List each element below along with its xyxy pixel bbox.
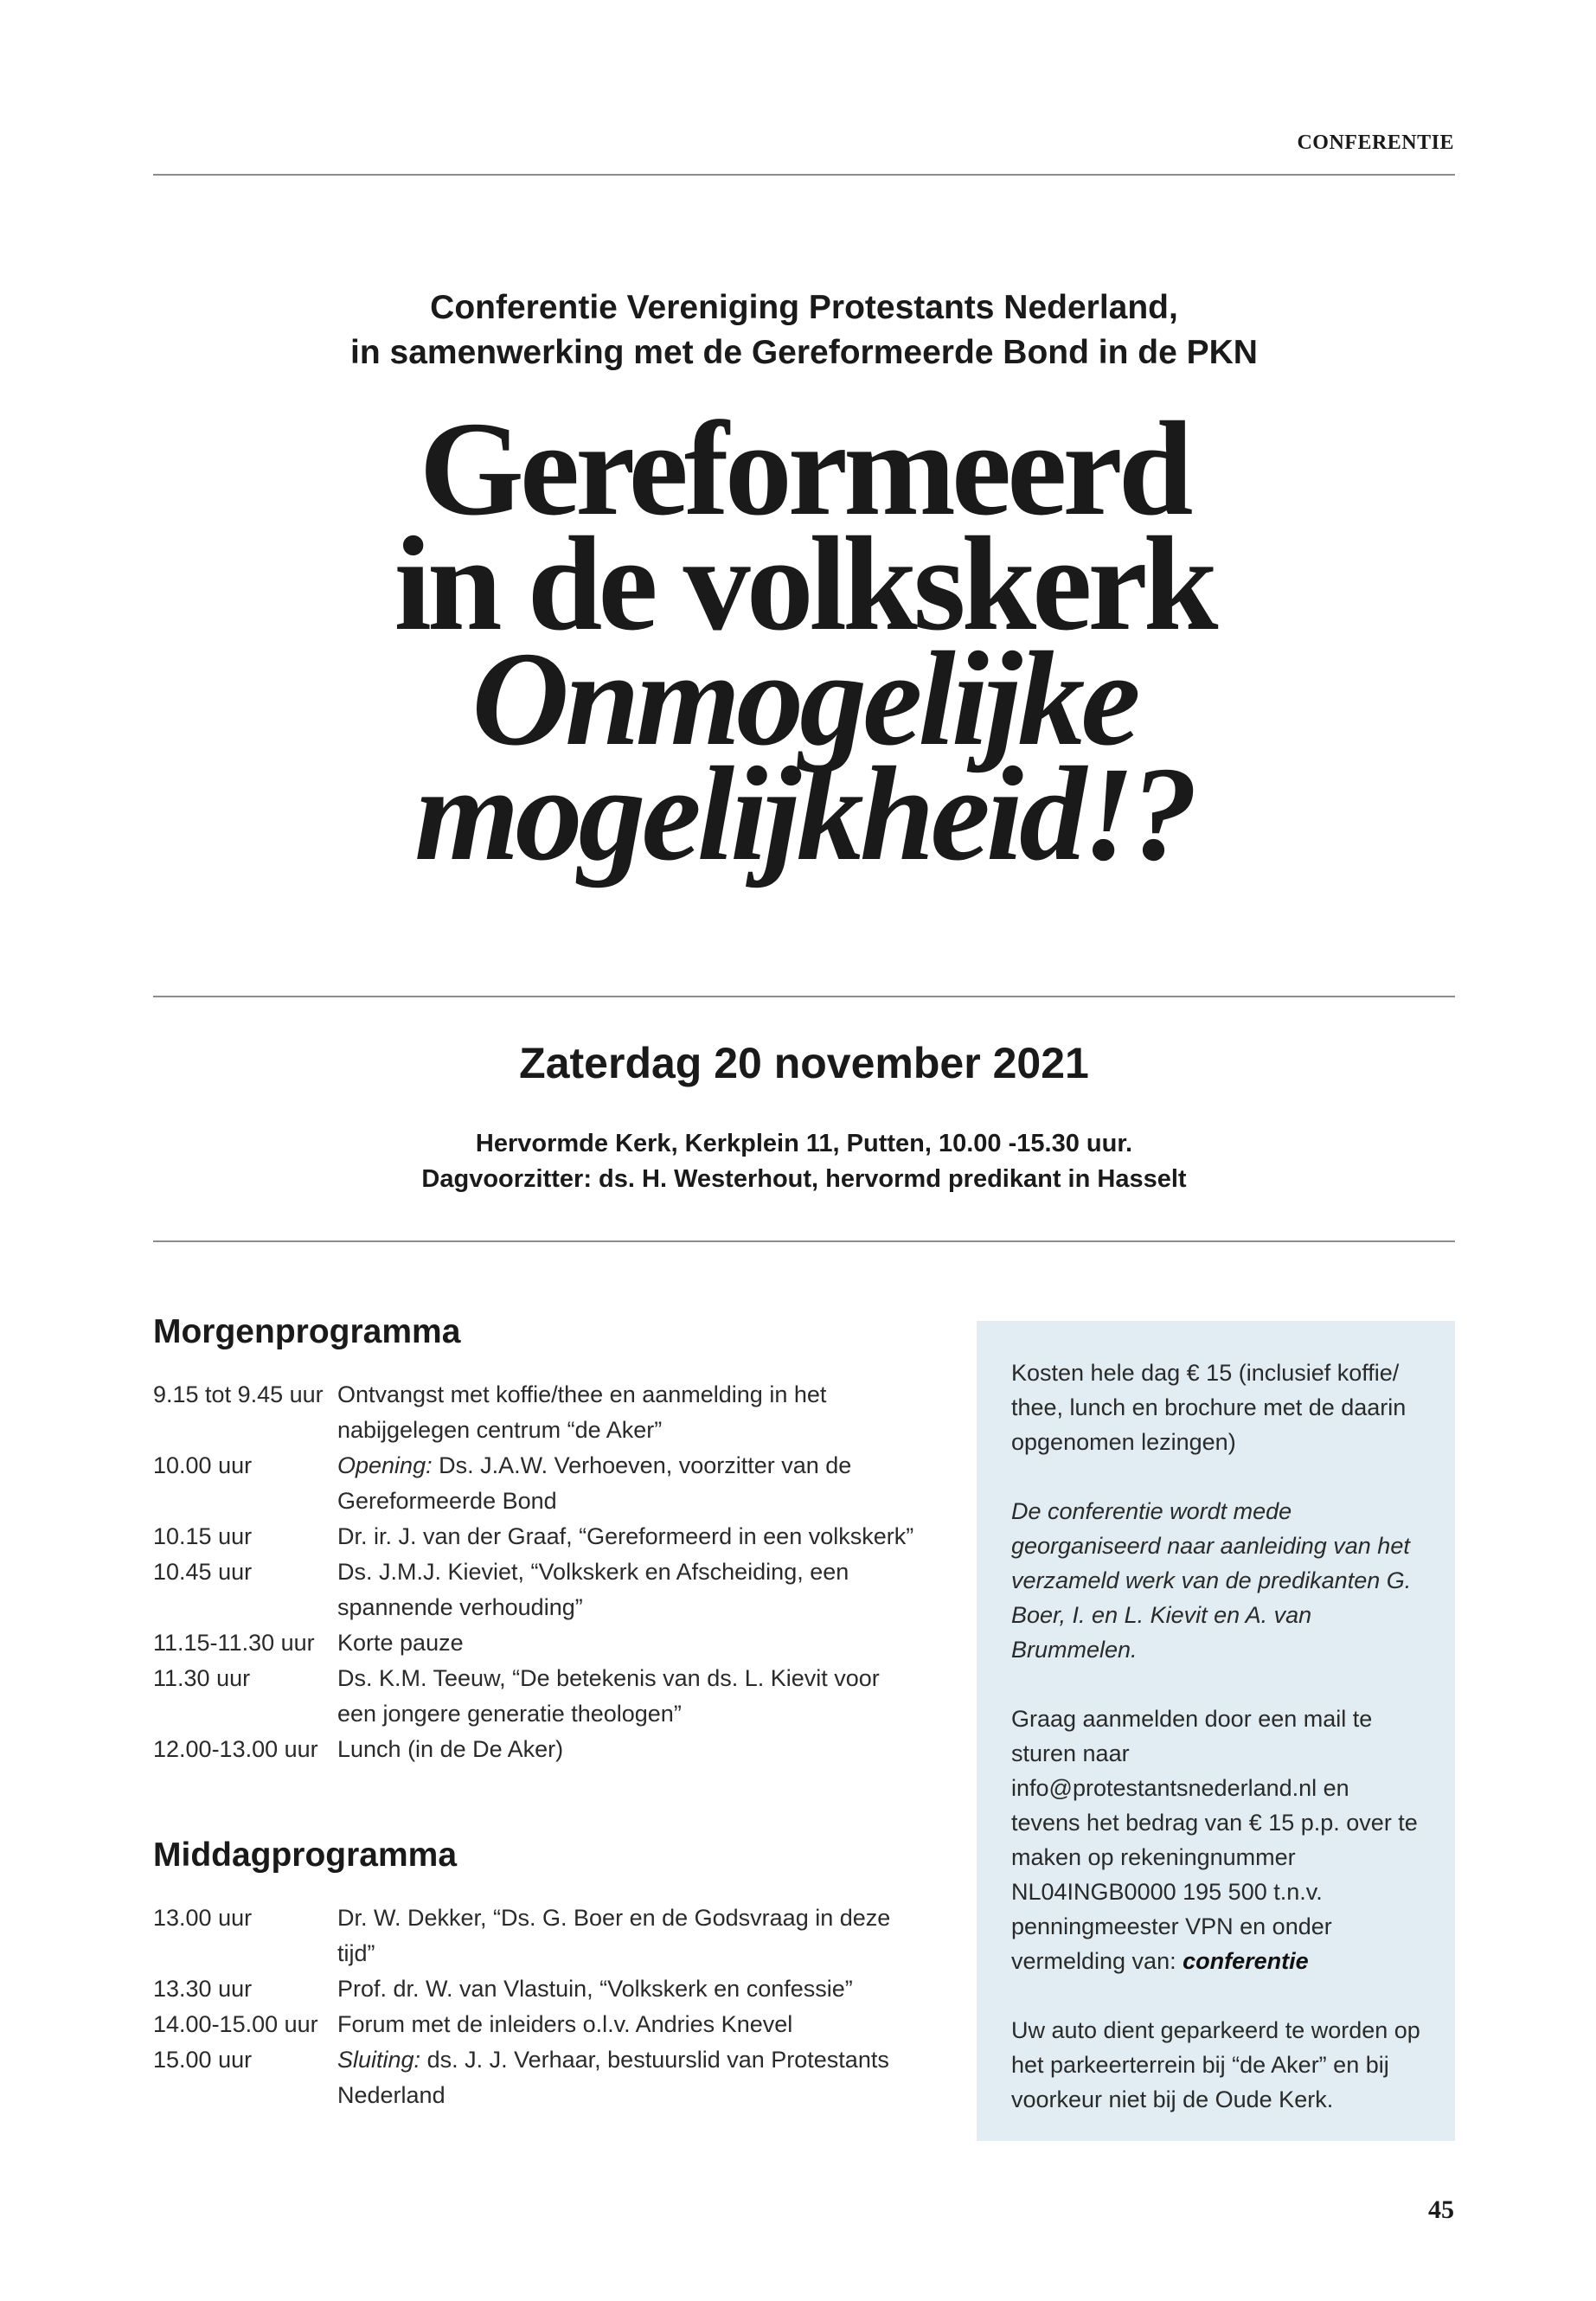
schedule-description: Ds. K.M. Teeuw, “De betekenis van ds. L. Kievit voor een jongere generatie theologen” (337, 1665, 880, 1727)
top-divider (153, 174, 1455, 176)
schedule-description: Opening: Ds. J.A.W. Verhoeven, voorzitter van de Gereformeerde Bond (337, 1452, 852, 1514)
conference-intro (153, 285, 1455, 375)
middle-divider (153, 996, 1455, 997)
schedule-row (153, 1377, 923, 1448)
schedule-time: 11.15-11.30 uur (153, 1630, 315, 1656)
schedule-row (153, 2042, 923, 2113)
schedule-time: 14.00-15.00 uur (153, 2011, 318, 2037)
schedule-time: 12.00-13.00 uur (153, 1736, 318, 1762)
schedule-description: Dr. ir. J. van der Graaf, “Gereformeerd in een volkskerk” (337, 1523, 914, 1549)
schedule-row (153, 1661, 923, 1732)
schedule-time: 11.30 uur (153, 1665, 251, 1691)
schedule-row (153, 2007, 923, 2042)
afternoon-program-title: Middagprogramma (153, 1836, 458, 1874)
schedule-description: Prof. dr. W. van Vlastuin, “Volkskerk en confessie” (337, 1976, 853, 2002)
page-number: 45 (1428, 2195, 1454, 2224)
info-box (977, 1321, 1455, 2141)
schedule-description: Sluiting: ds. J. J. Verhaar, bestuurslid van Protestants Nederland (337, 2047, 889, 2108)
schedule-time: 13.30 uur (153, 1976, 253, 2002)
schedule-description: Forum met de inleiders o.l.v. Andries Knevel (337, 2011, 793, 2037)
organization-note: De conferentie wordt mede georganiseerd naar aanleiding van het verzameld werk van de predikanten G. Boer, I. en L. Kievit en A. van Brummelen. (1011, 1498, 1412, 1663)
schedule-time: 10.00 uur (153, 1452, 253, 1478)
event-date: Zaterdag 20 november 2021 (519, 1039, 1089, 1087)
event-chair: Dagvoorzitter: ds. H. Westerhout, hervormd predikant in Hasselt (421, 1165, 1187, 1193)
event-details (153, 1126, 1455, 1197)
morning-program (153, 1313, 923, 1767)
schedule-row (153, 1448, 923, 1519)
schedule-row (153, 1554, 923, 1625)
schedule-description: Ontvangst met koffie/thee en aanmelding in het nabijgelegen centrum “de Aker” (337, 1381, 827, 1443)
afternoon-schedule (153, 1900, 923, 2113)
schedule-row (153, 1900, 923, 1971)
lower-divider (153, 1240, 1455, 1242)
schedule-time: 9.15 tot 9.45 uur (153, 1381, 324, 1407)
schedule-time: 15.00 uur (153, 2047, 253, 2073)
schedule-description: Dr. W. Dekker, “Ds. G. Boer en de Godsvraag in deze tijd” (337, 1905, 891, 1966)
morning-schedule (153, 1377, 923, 1767)
schedule-row (153, 1625, 923, 1661)
event-venue: Hervormde Kerk, Kerkplein 11, Putten, 10.00 -15.30 uur. (475, 1130, 1133, 1157)
schedule-time: 10.15 uur (153, 1523, 253, 1549)
schedule-description: Korte pauze (337, 1630, 464, 1656)
schedule-time: 13.00 uur (153, 1905, 253, 1931)
registration-keyword: conferentie (1183, 1948, 1309, 1974)
registration-info: Graag aanmelden door een mail te sturen naar info@protestantsnederland.nl en tevens het bedrag van € 15 p.p. over te maken op rekeningnummer NL04INGB0000 195 500 t.n.v. penningmeester VPN en onder vermelding van: conferentie (1011, 1706, 1418, 1974)
schedule-row (153, 1971, 923, 2007)
schedule-row (153, 1519, 923, 1554)
intro-line-1: Conferentie Vereniging Protestants Nederland, (430, 289, 1178, 326)
cost-info: Kosten hele dag € 15 (inclusief koffie/ thee, lunch en brochure met de daarin opgenomen lezingen) (1011, 1360, 1407, 1455)
title-line-1: Gereformeerd (419, 394, 1189, 543)
page-title (153, 394, 1455, 888)
intro-line-2: in samenwerking met de Gereformeerde Bond in de PKN (350, 334, 1258, 371)
parking-info: Uw auto dient geparkeerd te worden op het parkeerterrein bij “de Aker” en bij voorkeur niet bij de Oude Kerk. (1011, 2017, 1420, 2112)
title-line-3: Onmogelijke (471, 624, 1137, 773)
schedule-row (153, 1732, 923, 1767)
section-label: CONFERENTIE (1297, 131, 1454, 154)
title-line-2: in de volkskerk (394, 509, 1215, 658)
afternoon-program (153, 1836, 923, 2113)
title-line-4: mogelijkheid!? (414, 739, 1194, 888)
schedule-description: Lunch (in de De Aker) (337, 1736, 564, 1762)
morning-program-title: Morgenprogramma (153, 1313, 461, 1350)
schedule-time: 10.45 uur (153, 1559, 253, 1585)
schedule-description: Ds. J.M.J. Kieviet, “Volkskerk en Afscheiding, een spannende verhouding” (337, 1559, 849, 1620)
